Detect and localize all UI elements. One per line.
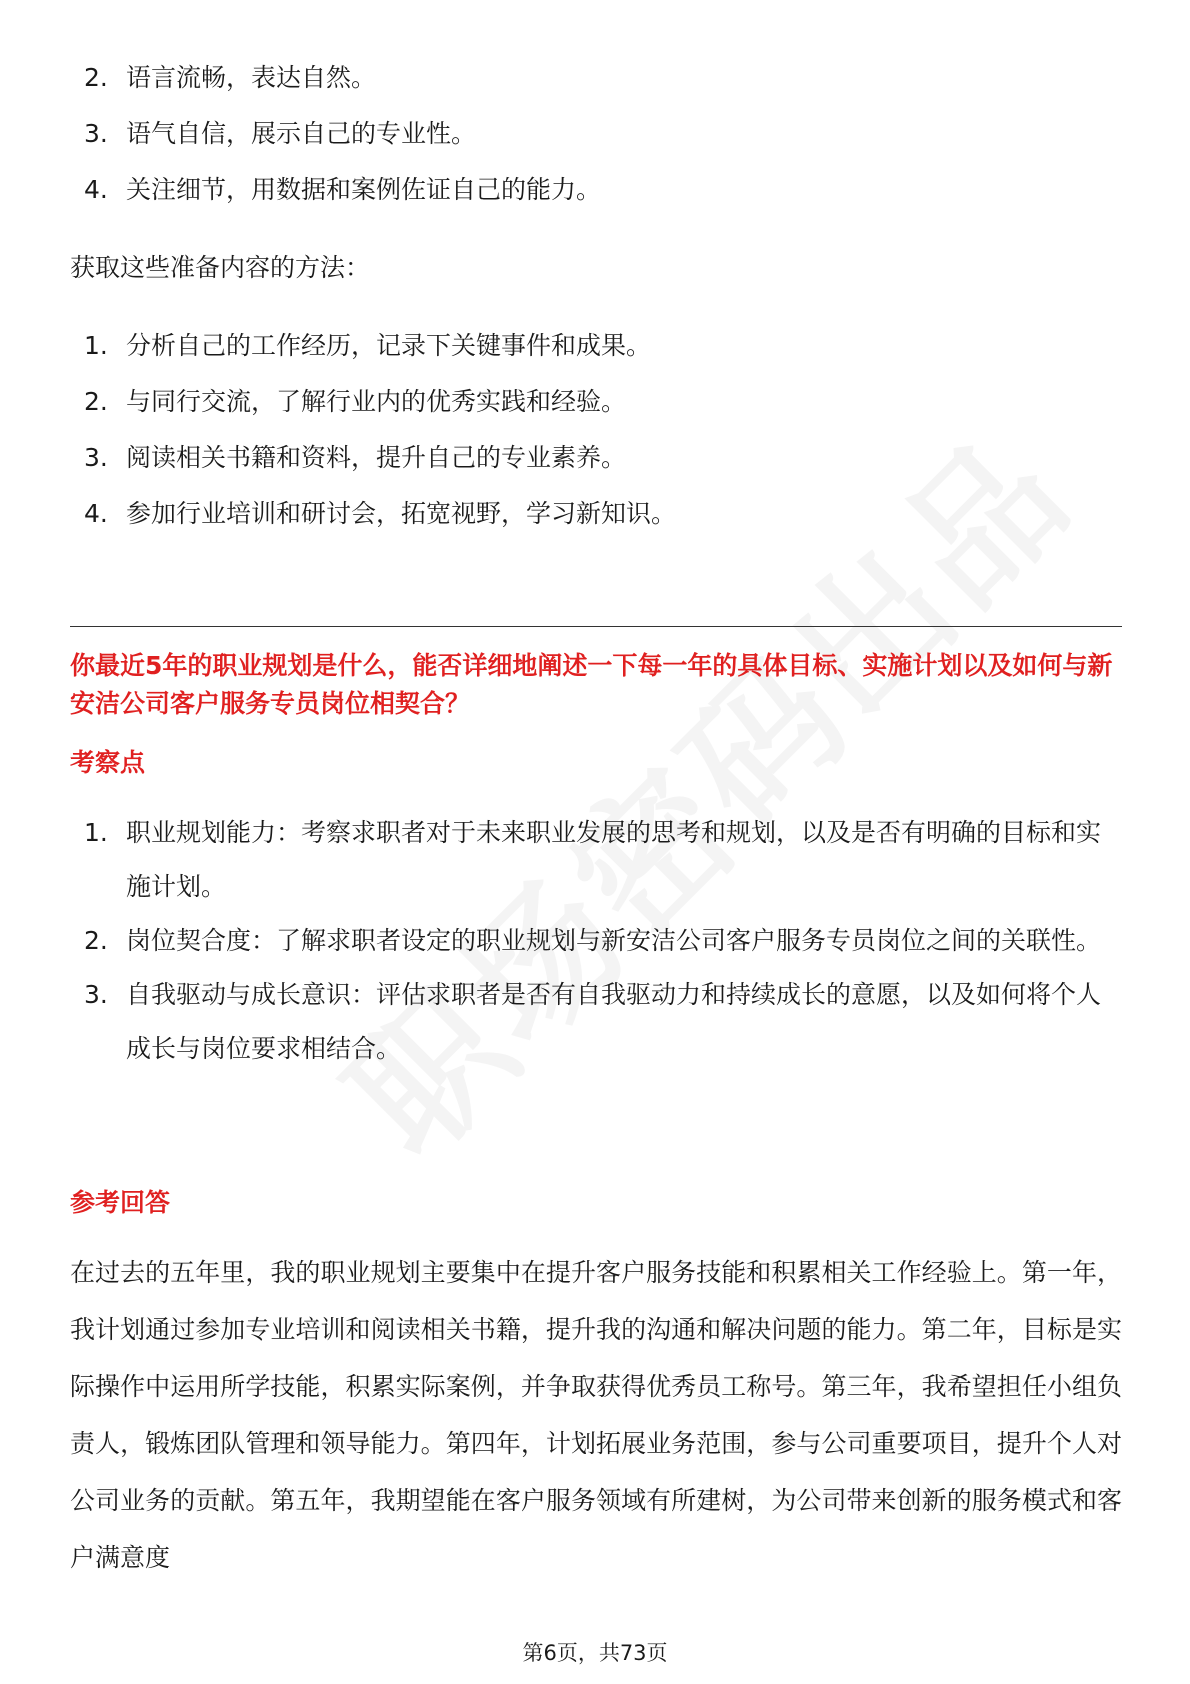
section-title-answer: 参考回答 xyxy=(70,1188,171,1217)
top-list xyxy=(82,50,1122,218)
list-item: 3. 语气自信，展示自己的专业性。 xyxy=(84,119,477,148)
methods-intro: 获取这些准备内容的方法： xyxy=(70,253,371,282)
section-divider xyxy=(70,626,1122,627)
methods-list xyxy=(82,318,1122,542)
list-item: 3. 自我驱动与成长意识：评估求职者是否有自我驱动力和持续成长的意愿，以及如何将个人成长与岗位要求相结合。 xyxy=(84,980,1102,1063)
list-item: 4. 参加行业培训和研讨会，拓宽视野，学习新知识。 xyxy=(84,499,677,528)
list-item: 3. 阅读相关书籍和资料，提升自己的专业素养。 xyxy=(84,443,627,472)
page-number: 第6页，共73页 xyxy=(522,1641,668,1665)
question-heading: 你最近5年的职业规划是什么，能否详细地阐述一下每一年的具体目标、实施计划以及如何与新安洁公司客户服务专员岗位相契合？ xyxy=(70,651,1113,718)
list-item: 2. 与同行交流，了解行业内的优秀实践和经验。 xyxy=(84,387,627,416)
list-item: 1. 分析自己的工作经历，记录下关键事件和成果。 xyxy=(84,331,652,360)
answer-paragraph: 在过去的五年里，我的职业规划主要集中在提升客户服务技能和积累相关工作经验上。第一年，我计划通过参加专业培训和阅读相关书籍，提升我的沟通和解决问题的能力。第二年，目标是实际操作中运用所学技能，积累实际案例，并争取获得优秀员工称号。第三年，我希望担任小组负责人，锻炼团队管理和领导能力。第四年，计划拓展业务范围，参与公司重要项目，提升个人对公司业务的贡献。第五年，我期望能在客户服务领域有所建树，为公司带来创新的服务模式和客户满意度 xyxy=(70,1258,1122,1572)
points-list xyxy=(82,806,1122,1076)
section-title-points: 考察点 xyxy=(70,748,146,777)
list-item: 1. 职业规划能力：考察求职者对于未来职业发展的思考和规划，以及是否有明确的目标和实施计划。 xyxy=(84,818,1102,901)
list-item: 2. 岗位契合度：了解求职者设定的职业规划与新安洁公司客户服务专员岗位之间的关联性。 xyxy=(84,926,1102,955)
list-item: 2. 语言流畅，表达自然。 xyxy=(84,63,377,92)
list-item: 4. 关注细节，用数据和案例佐证自己的能力。 xyxy=(84,175,602,204)
